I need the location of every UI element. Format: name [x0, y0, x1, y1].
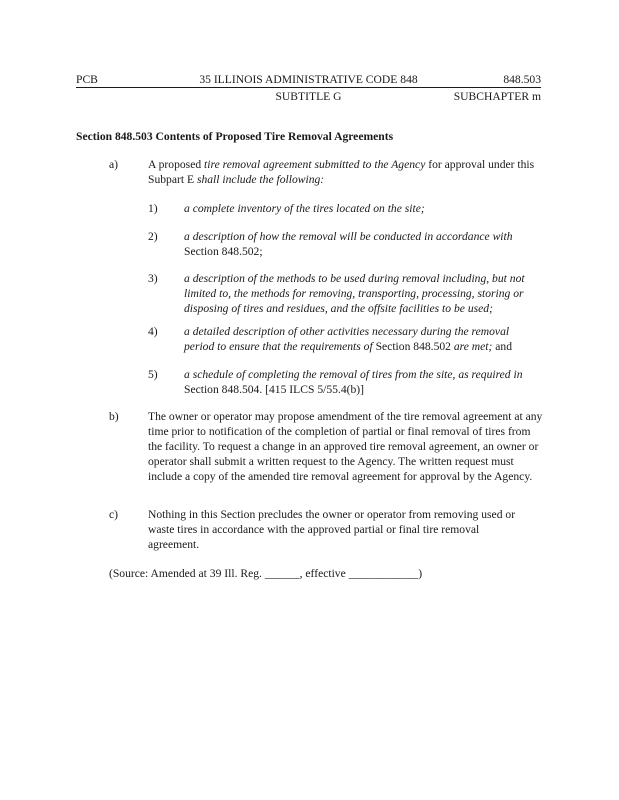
subsection-a-text — [148, 157, 548, 187]
subsection-b-label: b) — [109, 410, 119, 423]
item-4-italic-2: are met; — [453, 340, 493, 353]
subsection-a-intro-3: for approval under this Subpart E — [148, 158, 535, 186]
source-note: (Source: Amended at 39 Ill. Reg. ______, effective ____________) — [109, 567, 423, 580]
header-subtitle: SUBTITLE G — [275, 90, 342, 103]
subsection-a-intro-4: shall include the following: — [196, 173, 325, 186]
item-2-plain: Section 848.502; — [184, 245, 263, 258]
item-4-plain-2: and — [492, 340, 513, 353]
subsection-c-text: Nothing in this Section precludes the owner or operator from removing used or waste tires in accordance with the approved partial or final tire removal agreement. — [148, 508, 516, 551]
item-2-text — [184, 229, 544, 259]
section-heading: Section 848.503 Contents of Proposed Tire Removal Agreements — [76, 130, 394, 143]
item-3-label: 3) — [148, 272, 158, 285]
header-title: 35 ILLINOIS ADMINISTRATIVE CODE 848 — [199, 73, 418, 86]
item-2-italic: a description of how the removal will be conducted in accordance with — [184, 230, 513, 243]
item-2-label: 2) — [148, 230, 158, 243]
item-5-label: 5) — [148, 368, 158, 381]
item-4-italic: a detailed description of other activities necessary during the removal period to ensure that the requirements of — [184, 325, 510, 353]
header-right: 848.503 — [503, 73, 541, 86]
item-4-text — [184, 324, 538, 354]
subsection-c-label: c) — [109, 508, 119, 521]
subsection-a-intro-2: tire removal agreement submitted to the Agency — [204, 158, 426, 171]
header-rule — [76, 87, 541, 88]
item-5-italic: a schedule of completing the removal of tires from the site, as required in — [184, 368, 523, 381]
item-1-label: 1) — [148, 202, 158, 215]
subsection-b-text: The owner or operator may propose amendment of the tire removal agreement at any time prior to notification of the completion of partial or final removal of tires from the facility. To request a change in an approved tire removal agreement, an owner or operator shall submit a written request to the Agency. The written request must include a copy of the amended tire removal agreement for approval by the Agency. — [148, 410, 543, 483]
item-3-text: a description of the methods to be used during removal including, but not limited to, the methods for removing, transporting, processing, storing or disposing of tires and residues, and the offsite facilities to be used; — [184, 272, 525, 315]
item-1-text: a complete inventory of the tires located on the site; — [184, 202, 425, 215]
item-4-label: 4) — [148, 325, 158, 338]
item-4-plain: Section 848.502 — [372, 340, 454, 353]
header-left: PCB — [76, 73, 98, 86]
header-subchapter: SUBCHAPTER m — [453, 90, 541, 103]
subsection-a-intro-1: A proposed — [148, 158, 205, 171]
subsection-a-label: a) — [109, 158, 119, 171]
item-5-plain: Section 848.504. [415 ILCS 5/55.4(b)] — [184, 383, 365, 396]
item-5-text — [184, 367, 544, 397]
